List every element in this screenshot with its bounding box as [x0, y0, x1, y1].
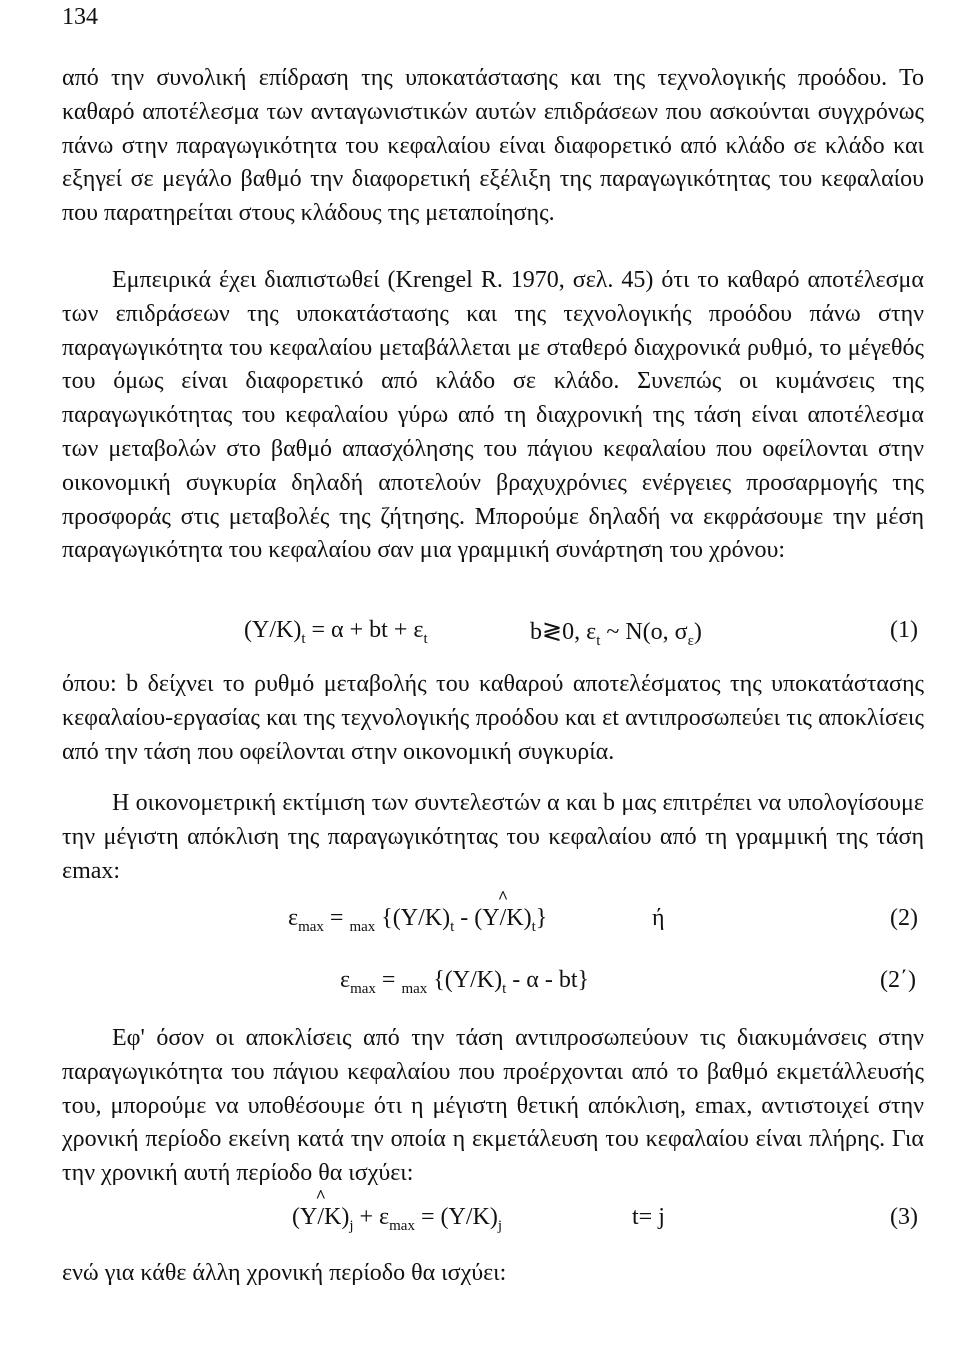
eq1-rhs-sub: t: [423, 630, 428, 647]
eq2-close: }: [535, 905, 548, 931]
eq2-lhs-sub: max: [298, 918, 324, 935]
eq2b-max: max: [401, 980, 428, 997]
eq2-hat-body: Y/K: [482, 905, 524, 931]
equation-2: [288, 887, 548, 936]
eq3-close-sub: j: [349, 1217, 354, 1234]
eq3-close: ): [341, 1204, 350, 1230]
equation-3-number: (3): [890, 1204, 918, 1230]
eq3-eq: = (Y/K): [414, 1204, 498, 1230]
eq2b-lhs: ε: [340, 967, 351, 993]
hat-accent-icon: ^: [497, 887, 509, 907]
eq2b-body-sub: t: [502, 980, 507, 997]
equation-2-number: (2): [890, 905, 918, 931]
eq2-max: max: [349, 918, 376, 935]
eq2-lhs: ε: [288, 905, 299, 931]
eq2-minus: - (: [454, 905, 483, 931]
eq2-body1: {(Y/K): [375, 905, 451, 931]
equation-3: [292, 1186, 502, 1235]
equation-1-condition: [530, 617, 702, 650]
paragraph-1: από την συνολική επίδραση της υποκατάστασης και της τεχνολογικής προόδου. Το καθαρό αποτέλεσμα των ανταγωνιστικών αυτών επιδράσεων που ασκούνται συγχρόνως πάνω στην παραγωγικότητα του κεφαλαίου είναι διαφορετικό από κλάδο σε κλάδο και εξηγεί σε μεγάλο βαθμό την διαφορετική εξέλιξη της παραγωγικότητας του κεφαλαίου που παρατηρείται στους κλάδους της μεταποίησης.: [62, 65, 924, 227]
equation-1-number: (1): [890, 617, 918, 643]
eq2-op: =: [323, 905, 350, 931]
equation-2b-number: (2΄): [880, 967, 916, 993]
hat-accent-icon: ^: [315, 1186, 326, 1206]
paragraph-3: όπου: b δείχνει το ρυθμό μεταβολής του καθαρού αποτελέσματος της υποκατάστασης κεφαλαίου-εργασίας και της τεχνολογικής προόδου και εt αντιπροσωπεύει τις αποκλίσεις από την τάση που οφείλονται στην οικονομική συγκυρία.: [62, 671, 924, 765]
eq1-rhs: = α + bt + ε: [305, 617, 424, 643]
eq1-dist: ~ N(o, σ: [600, 619, 688, 645]
eq2b-lhs-sub: max: [350, 980, 376, 997]
eq2b-op: =: [375, 967, 402, 993]
paragraph-5: Εφ' όσον οι αποκλίσεις από την τάση αντιπροσωπεύουν τις διακυμάνσεις στην παραγωγικότητα του πάγιου κεφαλαίου που προέρχονται από το βαθμό εκμετάλλευσής του, μπορούμε να υποθέσουμε ότι η μέγιστη θετική απόκλιση, εmax, αντιστοιχεί στην χρονική περίοδο εκείνη κατά την οποία η εκμετάλευση του κεφαλαίου είναι πλήρης. Για την χρονική αυτή περίοδο θα ισχύει:: [62, 1025, 924, 1187]
eq1-lhs-sub: t: [301, 630, 306, 647]
eq3-plus: + ε: [353, 1204, 390, 1230]
eq1-cond-sub: t: [596, 632, 601, 649]
eq1-cond: b≷0, ε: [530, 619, 597, 645]
eq3-plus-sub: max: [389, 1217, 415, 1234]
eq3-open: (: [292, 1204, 300, 1230]
eq1-dist-sub: ε: [687, 632, 694, 649]
equation-1: [244, 617, 428, 648]
eq2-body2-sub: t: [531, 918, 536, 935]
eq2b-rest: - α - bt}: [506, 967, 590, 993]
eq1-dist-end: ): [693, 619, 702, 645]
eq2-body1-sub: t: [450, 918, 455, 935]
eq3-hat-body: Y/K: [300, 1204, 342, 1230]
eq2b-body: {(Y/K): [427, 967, 503, 993]
eq1-lhs: (Y/K): [244, 617, 302, 643]
paragraph-6: ενώ για κάθε άλλη χρονική περίοδο θα ισχύει:: [62, 1260, 507, 1286]
equation-2-or: ή: [652, 905, 665, 931]
equation-3-condition: t= j: [632, 1204, 665, 1230]
eq3-eq-sub: j: [497, 1217, 502, 1234]
page-number: 134: [62, 4, 98, 30]
equation-2b: [340, 967, 589, 998]
paragraph-4: Η οικονομετρική εκτίμιση των συντελεστών α και b μας επιτρέπει να υπολογίσουμε την μέγιστη απόκλιση της παραγωγικότητας του κεφαλαίου από τη γραμμική της τάση εmax:: [62, 790, 924, 884]
eq2-body2: ): [523, 905, 532, 931]
eq3-hatted-term: [300, 1186, 342, 1231]
paragraph-2: Εμπειρικά έχει διαπιστωθεί (Krengel R. 1970, σελ. 45) ότι το καθαρό αποτέλεσμα των επιδράσεων της υποκατάστασης και της τεχνολογικής προόδου πάνω στην παραγωγικότητα του κεφαλαίου μεταβάλλεται με σταθερό διαχρονικά ρυθμό, το μέγεθός του όμως είναι διαφορετικό από κλάδο σε κλάδο. Συνεπώς οι κυμάνσεις της παραγωγικότητας του κεφαλαίου γύρω από τη διαχρονική της τάση είναι αποτέλεσμα των μεταβολών στο βαθμό απασχόλησης του πάγιου κεφαλαίου που οφείλονται στην οικονομική συγκυρία δηλαδή αποτελούν βραχυχρόνιες ενέργειες προσαρμογής της προσφοράς στις μεταβολές της ζήτησης. Μπορούμε δηλαδή να εκφράσουμε την μέση παραγωγικότητα του κεφαλαίου σαν μια γραμμική συνάρτηση του χρόνου:: [62, 267, 924, 564]
eq2-hatted-term: [482, 887, 524, 932]
